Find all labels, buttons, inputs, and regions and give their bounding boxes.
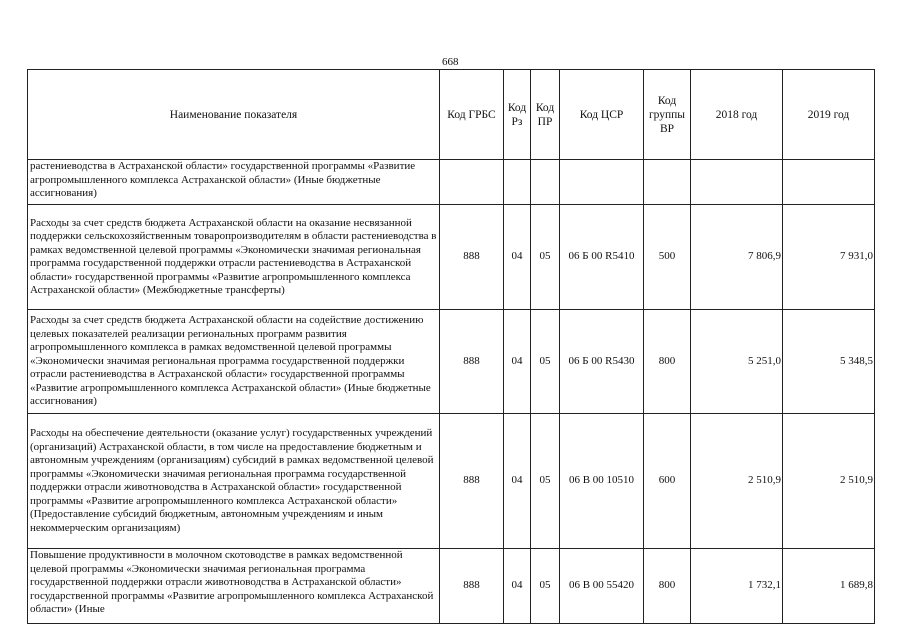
table-row: [28, 414, 875, 549]
row-csr: 06 В 00 10510: [560, 414, 644, 549]
row-2019: 1 689,8: [783, 549, 875, 624]
row-vr: 600: [644, 414, 691, 549]
row-name: Расходы на обеспечение деятельности (оказание услуг) государственных учреждений (организаций) Астраханской области, в том числе на предоставление бюджетным и автономным учреждениям (организациям) субсидий в рамках ведомственной целевой программы «Экономически значимая региональная программа государственной поддержки отрасли животноводства в Астраханской области» государственной программы «Развитие агропромышленного комплекса Астраханской области» (Предоставление субсидий бюджетным, автономным учреждениям и иным некоммерческим организациям): [28, 414, 440, 549]
row-2019: 2 510,9: [783, 414, 875, 549]
table-body: [28, 160, 875, 624]
page-number: 668: [442, 56, 459, 68]
row-rz: [504, 160, 531, 205]
row-grbs: 888: [440, 205, 504, 310]
row-2019: 5 348,5: [783, 310, 875, 414]
header-name: Наименование показателя: [28, 70, 440, 160]
row-rz: 04: [504, 414, 531, 549]
row-csr: 06 В 00 55420: [560, 549, 644, 624]
row-2018: 1 732,1: [691, 549, 783, 624]
header-vr: Код группы ВР: [644, 70, 691, 160]
row-2018: 5 251,0: [691, 310, 783, 414]
row-vr: 800: [644, 310, 691, 414]
row-name-cell: [28, 549, 440, 624]
row-pr: 05: [531, 549, 560, 624]
table-row: [28, 310, 875, 414]
row-pr: [531, 160, 560, 205]
budget-table: [27, 69, 875, 624]
row-csr: 06 Б 00 R5410: [560, 205, 644, 310]
header-row: [28, 70, 875, 160]
row-grbs: 888: [440, 414, 504, 549]
row-csr: [560, 160, 644, 205]
row-rz: 04: [504, 549, 531, 624]
row-vr: 800: [644, 549, 691, 624]
row-name: растениеводства в Астраханской области» государственной программы «Развитие агропромышленного комплекса Астраханской области» (Иные бюджетные ассигнования): [28, 160, 440, 205]
row-pr: 05: [531, 205, 560, 310]
header-2018: 2018 год: [691, 70, 783, 160]
header-grbs: Код ГРБС: [440, 70, 504, 160]
header-rz: Код Рз: [504, 70, 531, 160]
row-grbs: 888: [440, 549, 504, 624]
row-name: Повышение продуктивности в молочном скотоводстве в рамках ведомственной целевой программы «Экономически значимая региональная программа государственной поддержки отрасли животноводства в Астраханской области» государственной программы «Развитие агропромышленного комплекса Астраханской области» (Иные: [30, 549, 434, 615]
table-row: [28, 160, 875, 205]
row-pr: 05: [531, 310, 560, 414]
table-header: [28, 70, 875, 160]
row-2019: 7 931,0: [783, 205, 875, 310]
row-rz: 04: [504, 205, 531, 310]
header-pr: Код ПР: [531, 70, 560, 160]
row-vr: [644, 160, 691, 205]
row-2018: 2 510,9: [691, 414, 783, 549]
row-2019: [783, 160, 875, 205]
row-2018: [691, 160, 783, 205]
row-vr: 500: [644, 205, 691, 310]
header-csr: Код ЦСР: [560, 70, 644, 160]
row-2018: 7 806,9: [691, 205, 783, 310]
row-name: Расходы за счет средств бюджета Астраханской области на оказание несвязанной поддержки сельскохозяйственным товаропроизводителям в области растениеводства в рамках ведомственной целевой программы «Экономически значимая региональная программа государственной поддержки отрасли растениеводства в Астраханской области» государственной программы «Развитие агропромышленного комплекса Астраханской области» (Межбюджетные трансферты): [28, 205, 440, 310]
row-csr: 06 Б 00 R5430: [560, 310, 644, 414]
row-pr: 05: [531, 414, 560, 549]
table-row: [28, 549, 875, 624]
header-2019: 2019 год: [783, 70, 875, 160]
table-row: [28, 205, 875, 310]
row-name: Расходы за счет средств бюджета Астраханской области на содействие достижению целевых показателей реализации региональных программ развития агропромышленного комплекса в рамках ведомственной целевой программы «Экономически значимая региональная программа государственной поддержки отрасли растениеводства в Астраханской области» государственной программы «Развитие агропромышленного комплекса Астраханской области» (Иные бюджетные ассигнования): [28, 310, 440, 414]
row-grbs: 888: [440, 310, 504, 414]
row-rz: 04: [504, 310, 531, 414]
row-grbs: [440, 160, 504, 205]
